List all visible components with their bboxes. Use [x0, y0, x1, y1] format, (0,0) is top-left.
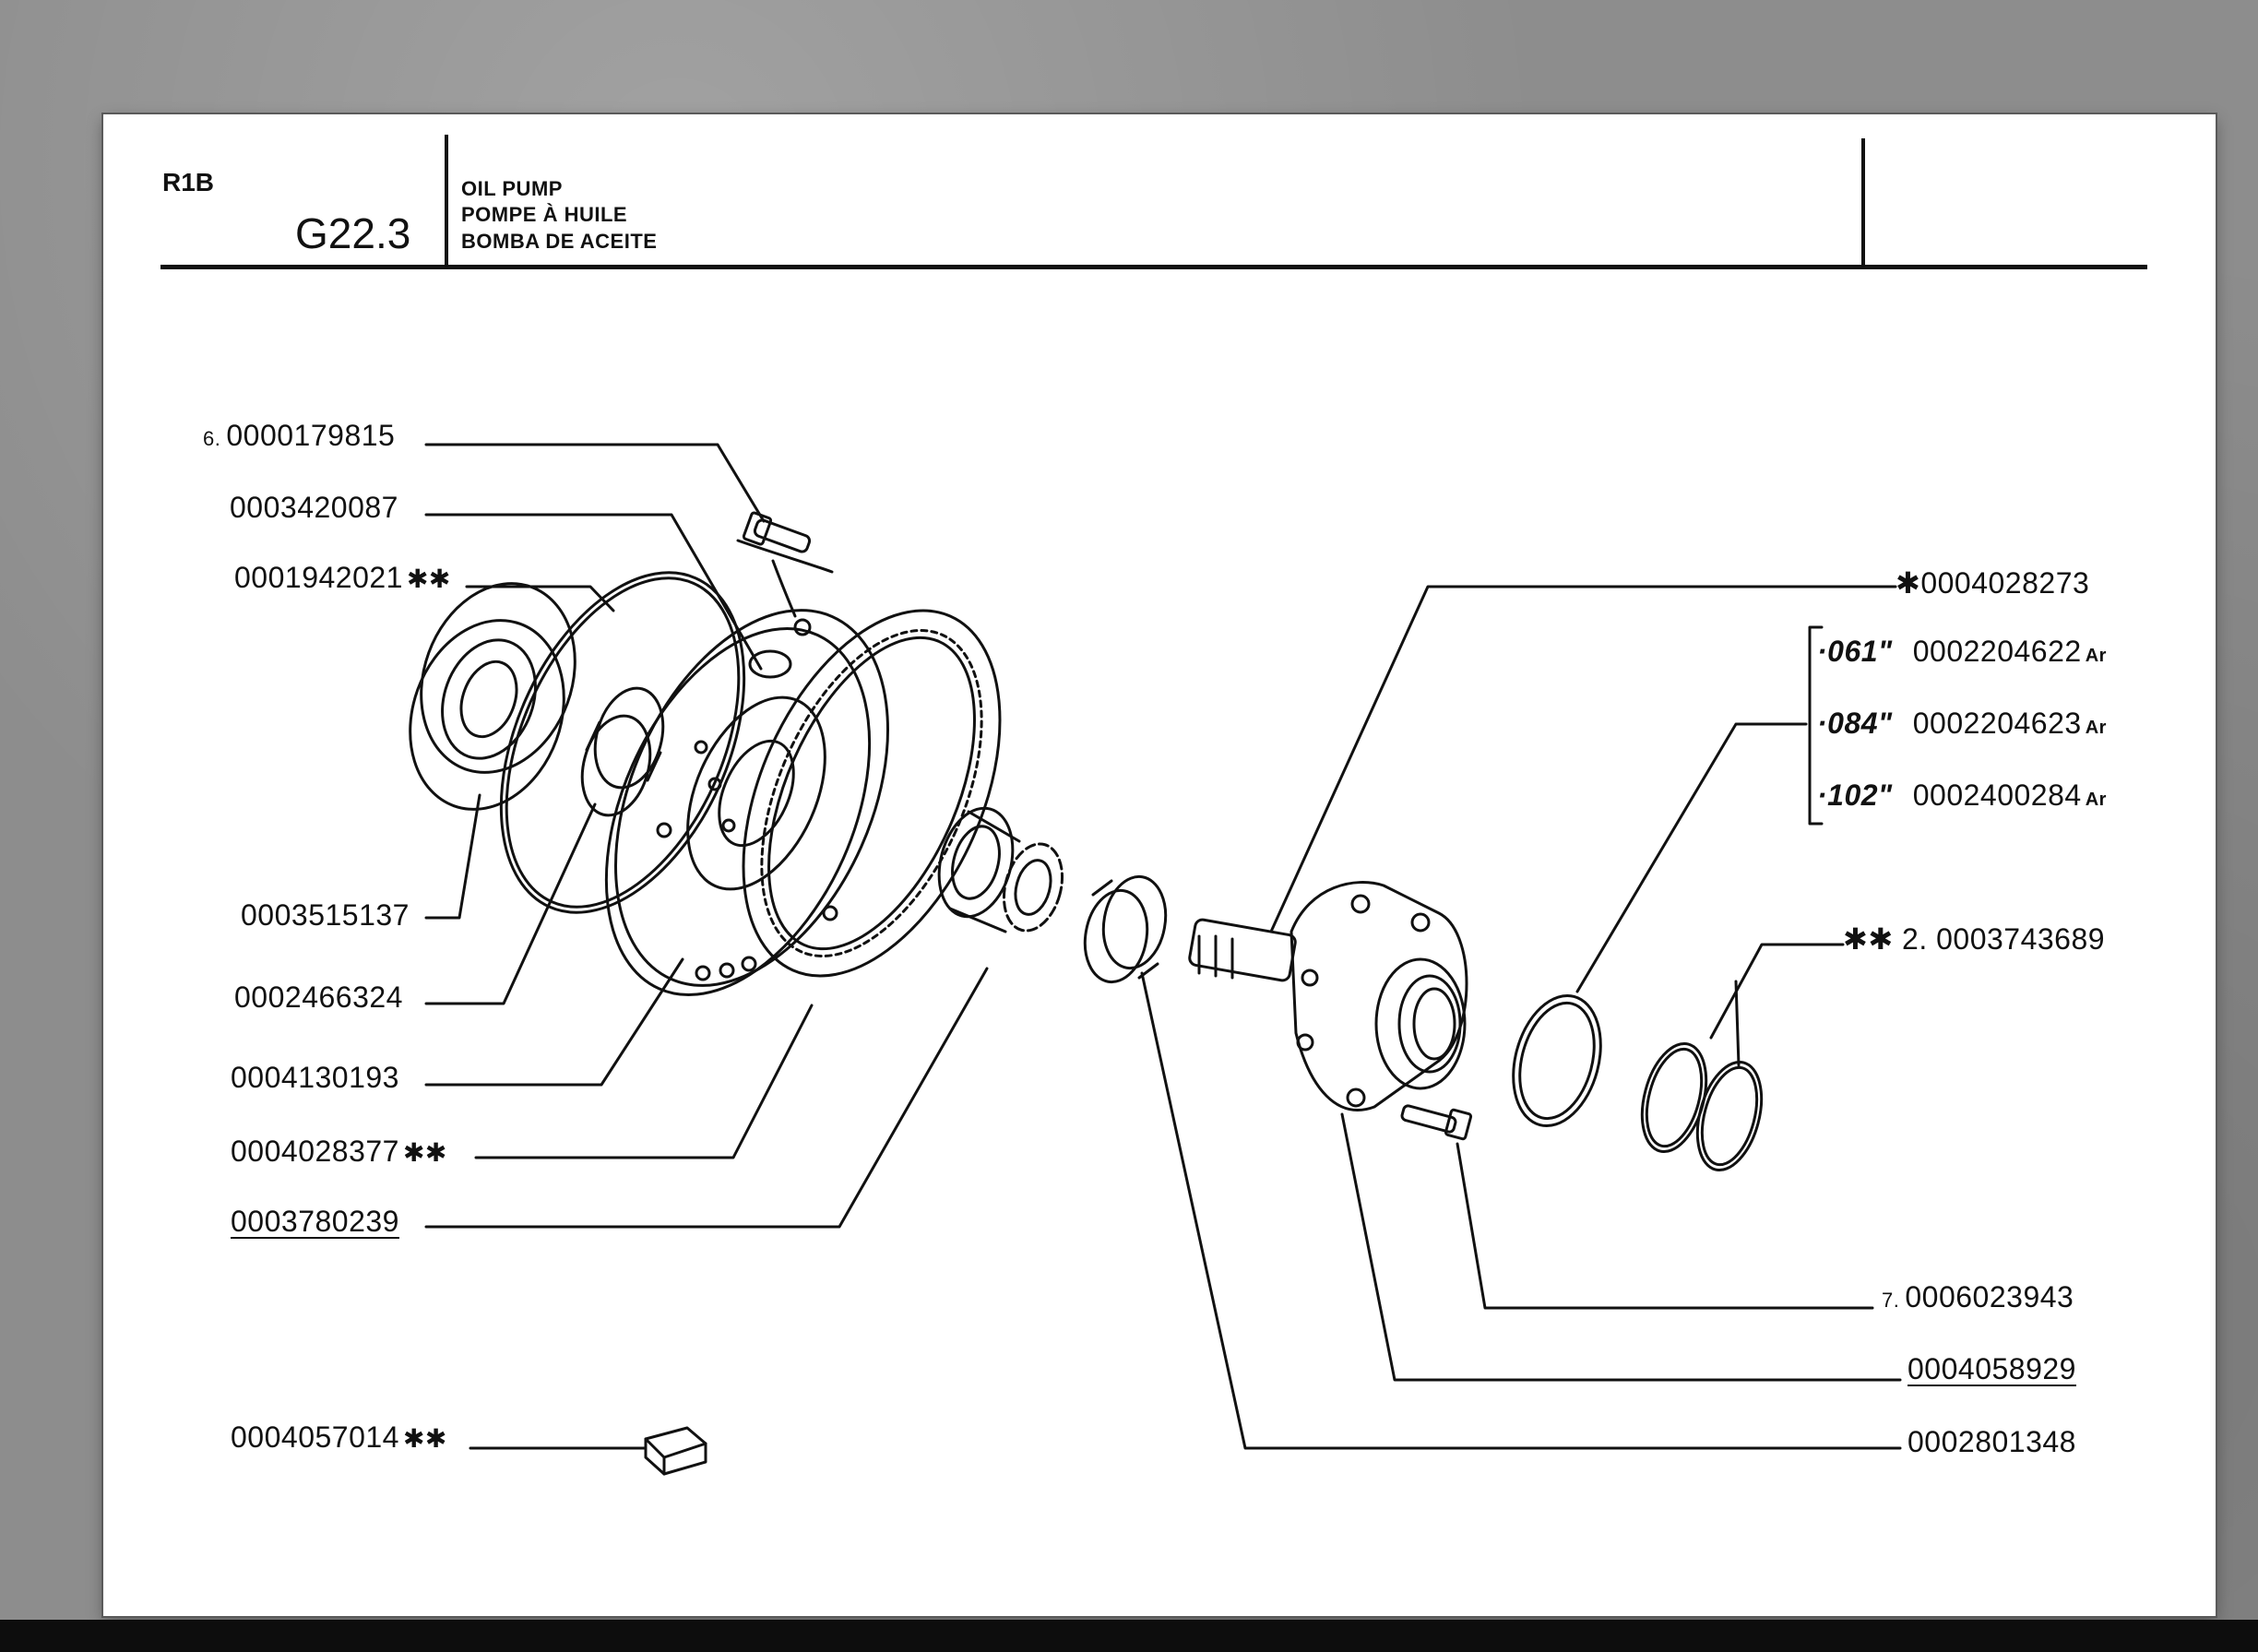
leader-0003515137	[426, 795, 480, 918]
label-0002204623: ·084" 0002204623 Ar	[1817, 707, 2107, 740]
label-0004028273: ✱0004028273	[1896, 566, 2090, 600]
seal-0003515137	[385, 562, 600, 831]
title-english: OIL PUMP	[461, 177, 563, 200]
label-0004130193: 0004130193	[231, 1061, 399, 1094]
label-0003743689: ✱✱ 2. 0003743689	[1843, 922, 2106, 956]
bolt-0000179815	[738, 512, 832, 616]
gearset-0003780239	[928, 800, 1072, 937]
leader-0004028273	[1271, 587, 1896, 932]
label-0002204622: ·061" 0002204622 Ar	[1817, 635, 2107, 668]
leader-0004028377	[476, 1005, 812, 1158]
block-0004057014	[646, 1428, 706, 1474]
leader-0003780239	[426, 969, 987, 1227]
leader-0003743689	[1711, 945, 1843, 1038]
section-code: G22.3	[295, 209, 411, 257]
stator-support-0004058929	[1188, 883, 1467, 1111]
scan-bottom-band	[0, 1620, 2258, 1652]
label-0003780239: 0003780239	[231, 1205, 399, 1238]
leader-shims	[1577, 724, 1806, 992]
leader-0006023943	[1457, 1144, 1872, 1308]
label-0000179815: 6. 0000179815	[203, 419, 396, 452]
bolt-0006023943	[1401, 1105, 1471, 1140]
label-0002400284: ·102" 0002400284 Ar	[1817, 778, 2107, 812]
label-0004028377: 0004028377 ✱✱	[231, 1135, 447, 1168]
leader-0000179815	[426, 445, 764, 521]
pump-body-0004130193	[553, 568, 942, 1036]
label-0001942021: 0001942021 ✱✱	[234, 561, 451, 594]
leader-0002466324	[426, 804, 595, 1004]
shim-ring	[1500, 986, 1614, 1135]
title-spanish: BOMBA DE ACEITE	[461, 230, 658, 253]
label-0006023943: 7. 0006023943	[1882, 1280, 2074, 1313]
label-0003420087: 0003420087	[230, 491, 398, 524]
title-french: POMPE À HUILE	[461, 203, 628, 226]
label-0002466324: 0002466324	[234, 981, 403, 1014]
label-0002801348: 0002801348	[1907, 1425, 2076, 1458]
seal-rings-0003743689	[1632, 1037, 1773, 1177]
leader-0003743689-b	[1736, 981, 1739, 1065]
label-0004057014: 0004057014 ✱✱	[231, 1420, 447, 1454]
label-0004058929: 0004058929	[1907, 1352, 2076, 1385]
leader-0004058929	[1342, 1114, 1900, 1380]
label-0003515137: 0003515137	[241, 898, 410, 932]
model-code: R1B	[162, 168, 215, 196]
leader-0002801348	[1142, 973, 1900, 1448]
bush-0002801348	[1078, 872, 1172, 987]
